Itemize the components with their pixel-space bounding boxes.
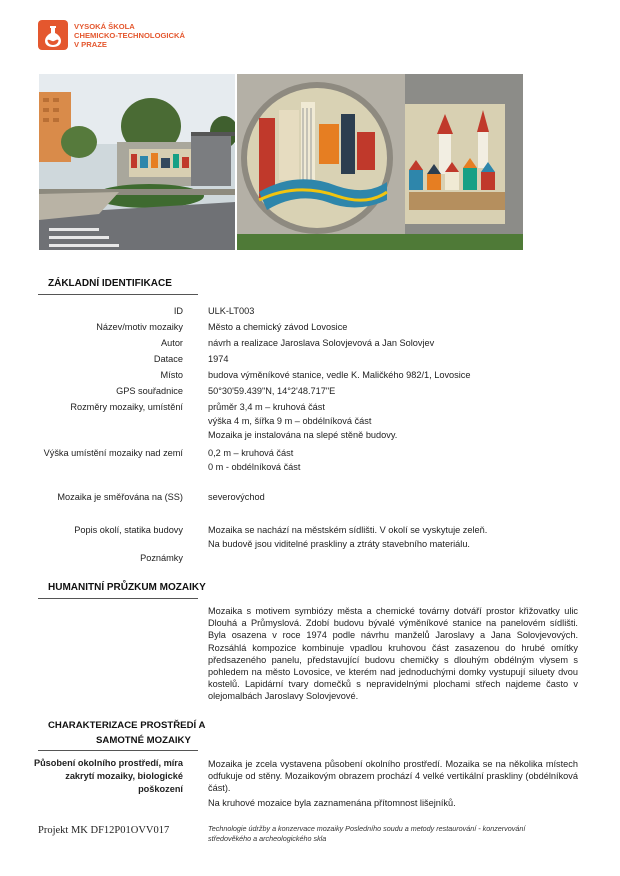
height-line-2: 0 m - obdélníková část [208, 462, 301, 472]
author-label: Autor [161, 338, 183, 348]
environment-label-1: Působení okolního prostředí, míra [33, 758, 183, 768]
section-rule [38, 598, 198, 599]
gps-value: 50°30'59.439"N, 14°2'48.717"E [208, 386, 336, 396]
height-label: Výška umístění mozaiky nad zemí [43, 448, 183, 458]
orientation-value: severovýchod [208, 492, 265, 502]
flask-icon [38, 20, 68, 50]
dimensions-label: Rozměry mozaiky, umístění [70, 402, 183, 412]
dimensions-line-3: Mozaika je instalována na slepé stěně budovy. [208, 430, 398, 440]
gps-label: GPS souřadnice [116, 386, 183, 396]
date-value: 1974 [208, 354, 229, 364]
date-label: Datace [153, 354, 183, 364]
height-line-1: 0,2 m – kruhová část [208, 448, 294, 458]
section-title-characterization-1: CHARAKTERIZACE PROSTŘEDÍ A [48, 720, 206, 731]
notes-label: Poznámky [140, 553, 183, 563]
surroundings-line-2: Na budově jsou viditelné praskliny a ztráty stavebního materiálu. [208, 539, 470, 549]
id-value: ULK-LT003 [208, 306, 255, 316]
logo-line-1: VYSOKÁ ŠKOLA [74, 21, 135, 31]
logo-line-3: V PRAZE [74, 39, 107, 49]
logo-line-2: CHEMICKO-TECHNOLOGICKÁ [74, 30, 185, 40]
environment-label-3: poškození [138, 784, 183, 794]
section-title-characterization-2: SAMOTNÉ MOZAIKY [96, 735, 191, 746]
section-rule [38, 294, 198, 295]
dimensions-line-1: průměr 3,4 m – kruhová část [208, 402, 325, 412]
photo-street-view [39, 74, 235, 250]
section-title-identification: ZÁKLADNÍ IDENTIFIKACE [48, 278, 172, 289]
surroundings-line-1: Mozaika se nachází na městském sídlišti. V okolí se vyskytuje zeleň. [208, 525, 488, 535]
title-value: Město a chemický závod Lovosice [208, 322, 348, 332]
title-label: Název/motiv mozaiky [96, 322, 183, 332]
environment-label-2: zakrytí mozaiky, biologické [65, 771, 183, 781]
id-label: ID [173, 306, 183, 316]
project-code: Projekt MK DF12P01OVV017 [38, 825, 170, 836]
project-title-line-2: středověkého a archeologického skla [208, 833, 327, 843]
place-value: budova výměníkové stanice, vedle K. Maličkého 982/1, Lovosice [208, 370, 471, 380]
dimensions-line-2: výška 4 m, šířka 9 m – obdélníková část [208, 416, 372, 426]
project-title [208, 824, 548, 843]
surroundings-label: Popis okolí, statika budovy [74, 525, 183, 535]
orientation-label: Mozaika je směřována na (SS) [57, 492, 183, 502]
vscht-logo [38, 20, 185, 50]
environment-paragraph-2: Na kruhové mozaice byla zaznamenána přítomnost lišejníků. [208, 798, 456, 808]
section-rule [38, 750, 198, 751]
survey-paragraph: Mozaika s motivem symbiózy města a chemické továrny dotváří prostor křižovatky ulic Dlouhá a Průmyslová. Zdobí budovu bývalé výměníkové stanice na panelovém sídlišti. Byla osazena v roce 1974 podle návrhu manželů Jaroslavy a Jana Solovjevových. Rozsáhlá kompozice kombinuje vpadlou kruhovou část zasazenou do hrubé omítky předsazeného panelu, představující budovu chemičky s dlouhým obdélným vlysem s pohledem na město Lovosice, ve kterém nad jednoduchými domky vystupují siluety dvou kostelů. Lapidární tvary domečků s nepravidelnými plochami střech najdeme často v olejomalbách Jaroslavy Solovjevové. [208, 606, 578, 702]
environment-paragraph: Mozaika je zcela vystavena působení okolního prostředí. Mozaika se na několika místech odfukuje od stěny. Mozaikovým obrazem prochází 4 velké vertikální praskliny (obdélníková část). [208, 759, 578, 794]
author-value: návrh a realizace Jaroslava Solovjevová a Jan Solovjev [208, 338, 435, 348]
place-label: Místo [160, 370, 183, 380]
project-title-line-1: Technologie údržby a konzervace mozaiky Posledního soudu a metody restaurování - konzervování [208, 824, 526, 833]
photo-mosaic [237, 74, 523, 250]
section-title-survey: HUMANITNÍ PRŮZKUM MOZAIKY [48, 582, 206, 593]
